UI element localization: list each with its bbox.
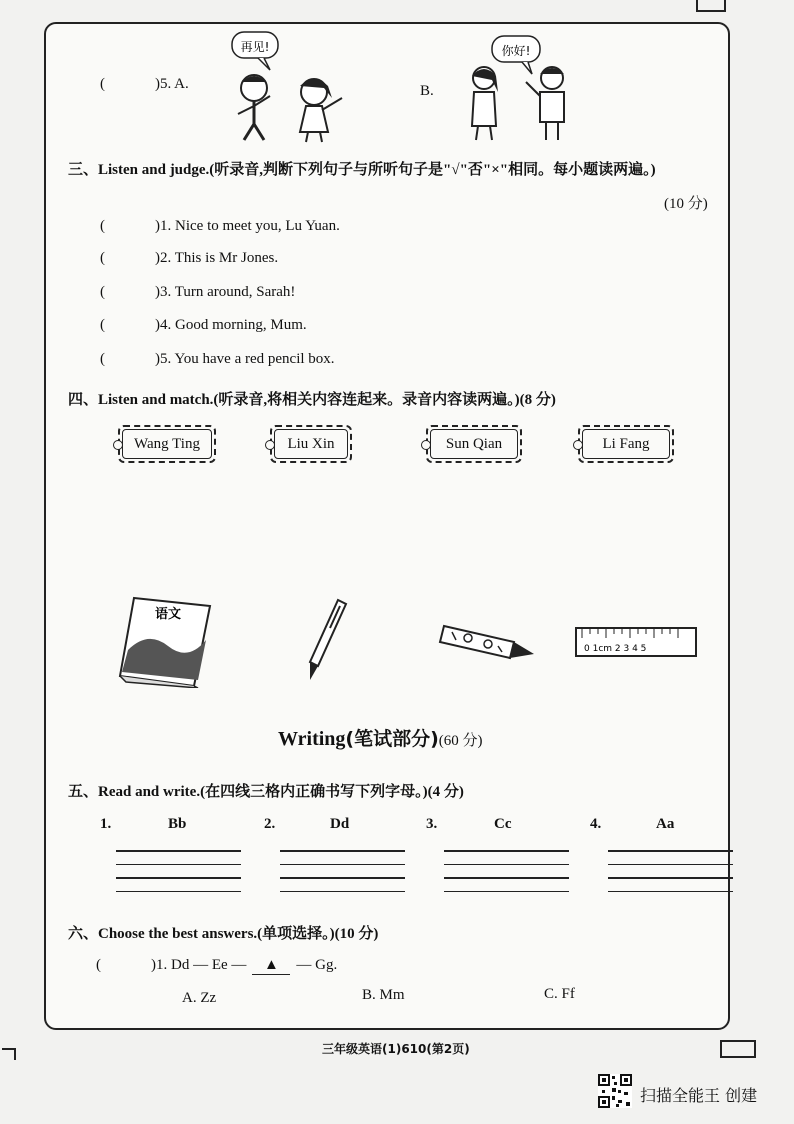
- ruler-label: 0 1cm 2 3 4 5: [584, 644, 647, 654]
- qr-code-icon: [598, 1074, 632, 1108]
- section4-heading: 四、Listen and match.(听录音,将相关内容连起来。录音内容读两遍。)(8 分): [68, 392, 556, 408]
- judge-text: 1. Nice to meet you, Lu Yuan.: [160, 218, 340, 234]
- write-item-1-letters: Bb: [168, 816, 187, 832]
- option-a[interactable]: A. Zz: [182, 990, 217, 1006]
- judge-item-5: [100, 351, 335, 368]
- q5-label-b: B.: [420, 83, 434, 99]
- q5-row: [100, 76, 189, 93]
- name-box-wang-ting[interactable]: [118, 425, 216, 463]
- section3-heading: 三、Listen and judge.(听录音,判断下列句子与所听句子是"√"否"×"相同。每小题读两遍。): [68, 162, 656, 178]
- answer-paren[interactable]: ( ): [100, 250, 160, 266]
- write-item-2-letters: Dd: [330, 816, 350, 832]
- judge-text: 2. This is Mr Jones.: [160, 250, 279, 266]
- choice-text-b: — Gg.: [296, 957, 338, 973]
- writing-title-en: Writing: [278, 728, 346, 750]
- section3-score: (10 分): [664, 196, 708, 212]
- goodbye-picture: [218, 26, 358, 144]
- book-title: 语文: [154, 607, 182, 622]
- write-item-4-num: 4.: [590, 816, 602, 832]
- name-label: Liu Xin: [287, 435, 335, 452]
- name-box-liu-xin[interactable]: [270, 425, 352, 463]
- answer-paren[interactable]: ( ): [100, 218, 160, 234]
- page-footer: 三年级英语(1)610(第2页): [322, 1042, 470, 1056]
- option-b[interactable]: B. Mm: [362, 987, 405, 1003]
- choice-question-1: [96, 957, 337, 975]
- name-label: Wang Ting: [134, 435, 200, 452]
- name-label: Li Fang: [602, 435, 650, 452]
- bubble-goodbye: 再见!: [240, 40, 270, 54]
- hello-picture: [460, 34, 580, 142]
- name-box-li-fang[interactable]: [578, 425, 674, 463]
- bubble-hello: 你好!: [501, 44, 531, 58]
- answer-paren[interactable]: ( ): [100, 76, 160, 92]
- ruler-picture[interactable]: [574, 624, 700, 660]
- four-line-grid-4[interactable]: [608, 850, 733, 904]
- write-item-3-letters: Cc: [494, 816, 512, 832]
- write-item-2-num: 2.: [264, 816, 276, 832]
- writing-score: (60 分): [438, 733, 483, 749]
- blank-triangle: ▲: [252, 957, 290, 975]
- q5-label-a: 5. A.: [160, 76, 189, 92]
- write-item-4-letters: Aa: [656, 816, 675, 832]
- judge-item-2: [100, 250, 278, 267]
- name-box-sun-qian[interactable]: [426, 425, 522, 463]
- chinese-book-picture[interactable]: [118, 590, 214, 688]
- choice-text-a: 1. Dd — Ee —: [156, 957, 247, 973]
- write-item-1-num: 1.: [100, 816, 112, 832]
- answer-paren[interactable]: ( ): [100, 351, 160, 367]
- write-item-3-num: 3.: [426, 816, 438, 832]
- writing-title: [278, 724, 483, 751]
- header-box: [696, 0, 726, 12]
- judge-item-3: [100, 284, 295, 301]
- answer-paren[interactable]: ( ): [100, 284, 160, 300]
- answer-paren[interactable]: ( ): [96, 957, 156, 973]
- scanner-watermark: 扫描全能王 创建: [640, 1086, 758, 1105]
- judge-text: 3. Turn around, Sarah!: [160, 284, 296, 300]
- four-line-grid-2[interactable]: [280, 850, 405, 904]
- pen-picture[interactable]: [300, 596, 350, 684]
- crayon-picture[interactable]: [438, 618, 538, 664]
- section6-heading: 六、Choose the best answers.(单项选择。)(10 分): [68, 926, 379, 942]
- judge-text: 4. Good morning, Mum.: [160, 317, 307, 333]
- name-label: Sun Qian: [445, 435, 503, 452]
- section5-heading: 五、Read and write.(在四线三格内正确书写下列字母。)(4 分): [68, 784, 464, 800]
- answer-paren[interactable]: ( ): [100, 317, 160, 333]
- corner-mark: [2, 1048, 16, 1060]
- judge-text: 5. You have a red pencil box.: [160, 351, 335, 367]
- writing-title-cn: (笔试部分): [345, 728, 439, 750]
- four-line-grid-3[interactable]: [444, 850, 569, 904]
- four-line-grid-1[interactable]: [116, 850, 241, 904]
- judge-item-1: [100, 218, 340, 235]
- option-c[interactable]: C. Ff: [544, 986, 575, 1002]
- judge-item-4: [100, 317, 307, 334]
- footer-box: [720, 1040, 756, 1058]
